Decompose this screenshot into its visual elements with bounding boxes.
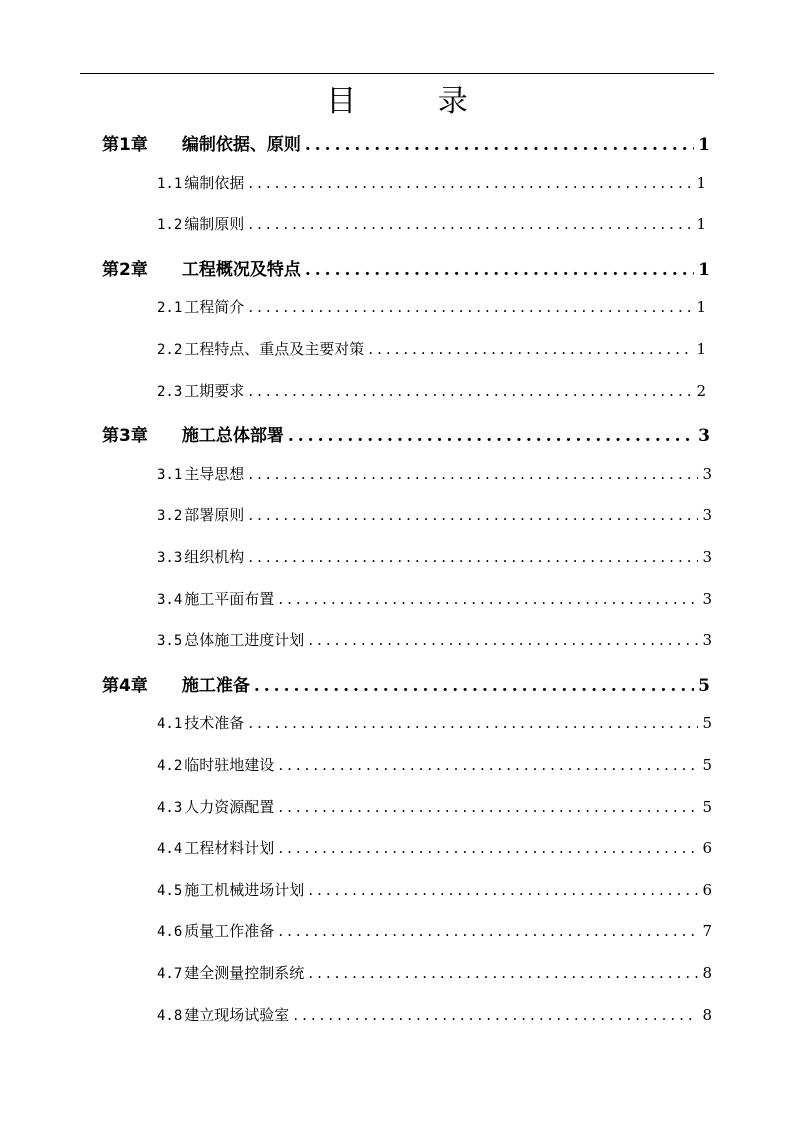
toc-section-entry[interactable] [157,629,712,650]
entry-page-number: 8 [702,1005,712,1024]
entry-page-number: 2 [696,381,706,400]
entry-number: 3.5 [157,633,183,650]
dot-leader [368,340,692,358]
toc-section-entry[interactable] [157,213,706,234]
entry-number: 2.1 [157,300,183,317]
toc-section-entry[interactable] [157,172,706,193]
toc-section-entry[interactable] [157,796,712,817]
entry-number: 3.1 [157,466,183,483]
entry-page-number: 3 [702,548,712,566]
entry-page-number: 1 [698,259,710,280]
dot-leader [278,798,698,816]
toc-chapter-entry[interactable] [102,421,710,446]
entry-title: 施工平面布置 [184,589,275,608]
entry-number: 第4章 [102,675,148,696]
entry-page-number: 5 [698,675,710,696]
dot-leader [248,382,692,400]
entry-number: 2.3 [157,383,183,400]
dot-leader [278,922,698,940]
entry-number: 第3章 [102,426,148,447]
entry-title: 人力资源配置 [184,797,275,816]
dot-leader [278,839,698,857]
toc-section-entry[interactable] [157,962,712,983]
entry-number: 第2章 [102,259,148,280]
entry-number: 2.2 [157,342,183,358]
entry-number: 第1章 [102,135,148,155]
toc-section-entry[interactable] [157,588,712,609]
dot-leader [308,881,698,899]
entry-title: 工程特点、重点及主要对策 [184,340,365,358]
entry-page-number: 6 [702,880,712,899]
entry-title: 总体施工进度计划 [184,631,305,650]
entry-page-number: 5 [702,797,712,816]
dot-leader [248,506,698,524]
entry-title: 编制依据、原则 [181,135,301,155]
toc-chapter-entry[interactable] [102,671,710,696]
toc-section-entry[interactable] [157,879,712,900]
entry-title: 施工机械进场计划 [184,880,305,899]
entry-number: 3.2 [157,508,183,525]
entry-title: 施工总体部署 [181,426,284,447]
entry-title: 临时驻地建设 [184,756,275,774]
dot-leader [293,1006,698,1024]
toc-chapter-entry[interactable] [102,255,710,280]
toc-chapter-entry[interactable] [102,130,710,155]
entry-page-number: 1 [696,340,706,358]
entry-number: 1.2 [157,217,183,234]
entry-page-number: 6 [702,839,712,858]
toc-section-entry[interactable] [157,504,712,525]
entry-page-number: 1 [696,215,706,234]
entry-title: 编制原则 [184,215,245,234]
entry-number: 1.1 [157,175,183,192]
entry-page-number: 3 [702,464,712,483]
toc-title: 目 录 [326,84,504,119]
entry-title: 技术准备 [184,714,245,733]
dot-leader [248,215,692,233]
toc-section-entry[interactable] [157,1004,712,1025]
entry-page-number: 3 [702,589,712,608]
entry-number: 4.3 [157,799,183,816]
entry-page-number: 5 [702,756,712,774]
entry-number: 3.3 [157,550,183,566]
entry-page-number: 7 [702,922,712,941]
entry-number: 4.5 [157,882,183,899]
entry-title: 施工准备 [181,675,250,696]
entry-number: 4.7 [157,966,183,982]
toc-section-entry[interactable] [157,296,706,317]
entry-page-number: 8 [702,964,712,982]
entry-number: 4.4 [157,841,183,858]
entry-number: 4.6 [157,924,183,941]
toc-section-entry[interactable] [157,712,712,733]
entry-title: 编制依据 [184,173,245,192]
entry-title: 工程简介 [184,298,245,317]
entry-number: 4.2 [157,758,183,774]
entry-page-number: 1 [698,135,710,155]
entry-page-number: 5 [702,714,712,733]
entry-title: 工期要求 [184,381,245,400]
entry-page-number: 3 [702,506,712,525]
dot-leader [248,465,698,483]
entry-number: 4.1 [157,716,183,733]
dot-leader [288,426,694,446]
toc-section-entry[interactable] [157,546,712,567]
dot-leader [254,676,694,696]
entry-title: 主导思想 [184,464,245,483]
entry-title: 部署原则 [184,506,245,525]
entry-page-number: 3 [698,426,710,447]
dot-leader [278,756,698,774]
entry-number: 4.8 [157,1007,183,1024]
entry-number: 3.4 [157,591,183,608]
dot-leader [248,298,692,316]
toc-section-entry[interactable] [157,920,712,941]
entry-title: 建立现场试验室 [184,1005,290,1024]
toc-section-entry[interactable] [157,463,712,484]
entry-title: 建全测量控制系统 [184,964,305,982]
toc-section-entry[interactable] [157,754,712,775]
entry-page-number: 1 [696,173,706,192]
dot-leader [248,714,698,732]
dot-leader [278,590,698,608]
entry-page-number: 1 [696,298,706,317]
dot-leader [248,174,692,192]
dot-leader [308,631,698,649]
toc-section-entry[interactable] [157,837,712,858]
toc-section-entry[interactable] [157,380,706,401]
dot-leader [305,135,694,155]
entry-title: 工程概况及特点 [181,259,301,280]
dot-leader [308,964,698,982]
entry-title: 质量工作准备 [184,922,275,941]
entry-title: 组织机构 [184,548,245,566]
entry-page-number: 3 [702,631,712,650]
entry-title: 工程材料计划 [184,839,275,858]
toc-section-entry[interactable] [157,338,706,359]
dot-leader [305,260,694,280]
dot-leader [248,548,698,566]
